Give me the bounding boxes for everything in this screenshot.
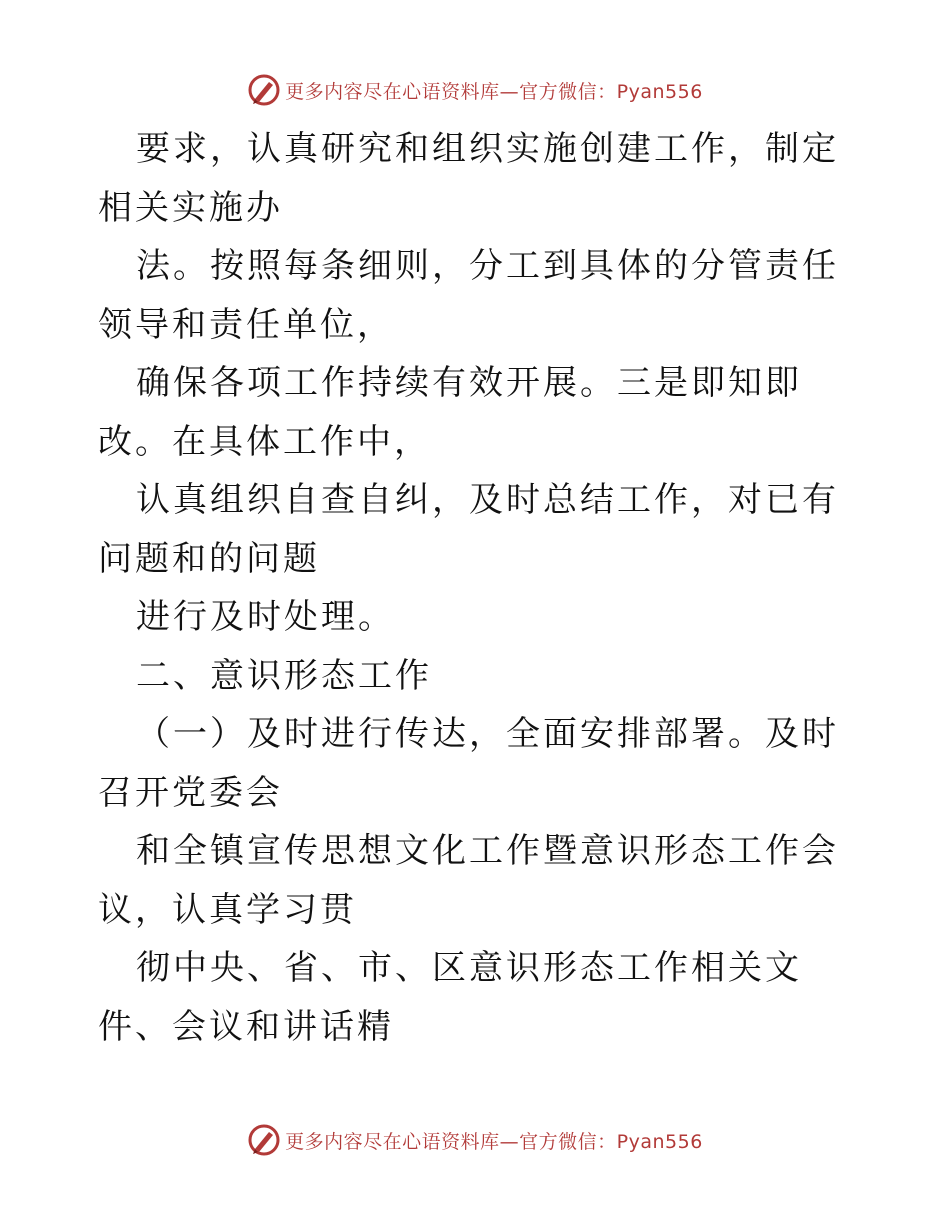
footer-banner-text: 更多内容尽在心语资料库—官方微信：Pyan556 [285, 1130, 703, 1153]
header-banner [0, 70, 950, 110]
paragraph: 彻中央、省、市、区意识形态工作相关文件、会议和讲话精 [98, 948, 802, 1047]
paragraph: 确保各项工作持续有效开展。三是即知即改。在具体工作中， [98, 363, 802, 462]
paragraph: 要求，认真研究和组织实施创建工作，制定相关实施办 [98, 129, 839, 228]
header-banner-text: 更多内容尽在心语资料库—官方微信：Pyan556 [285, 80, 703, 103]
paragraph: 和全镇宣传思想文化工作暨意识形态工作会议，认真学习贯 [98, 831, 839, 930]
paragraph: 进行及时处理。 [136, 597, 395, 637]
paragraph: （一）及时进行传达，全面安排部署。及时召开党委会 [98, 714, 839, 813]
document-body [98, 120, 858, 1056]
section-heading: 二、意识形态工作 [136, 655, 432, 696]
paragraph: 法。按照每条细则，分工到具体的分管责任领导和责任单位， [98, 246, 839, 345]
pen-logo-icon [247, 73, 281, 107]
footer-banner [0, 1120, 950, 1160]
paragraph: 认真组织自查自纠，及时总结工作，对已有问题和的问题 [98, 480, 839, 579]
pen-logo-icon [247, 1123, 281, 1157]
